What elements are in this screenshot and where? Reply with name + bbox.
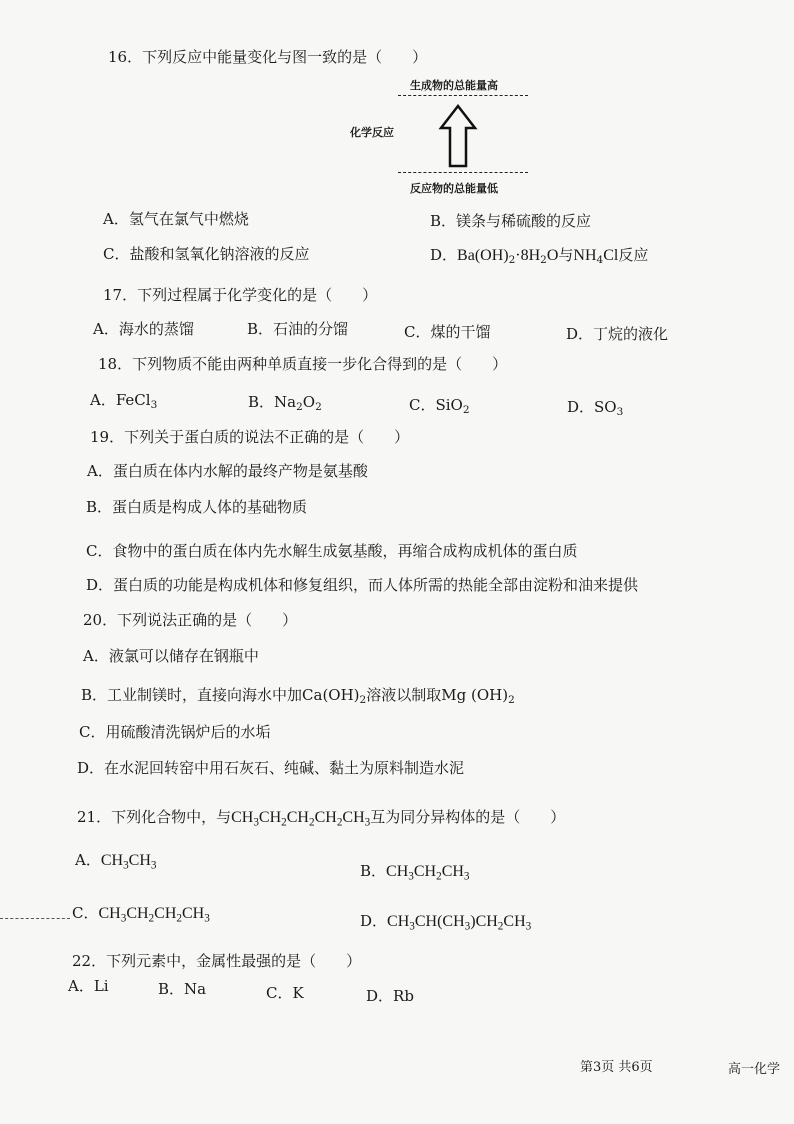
- q22-option-a: A．Li: [68, 977, 109, 995]
- q22-option-d: D．Rb: [366, 987, 414, 1005]
- q22-option-c: C．K: [266, 984, 304, 1002]
- q16-option-a: A．氢气在氯气中燃烧: [103, 210, 249, 228]
- q22-option-b: B．Na: [158, 980, 207, 998]
- q16-option-b: B．镁条与稀硫酸的反应: [430, 212, 592, 230]
- question-17-stem: 17．下列过程属于化学变化的是（ ）: [103, 286, 378, 304]
- q20-option-c: C．用硫酸清洗锅炉后的水垢: [79, 723, 271, 741]
- up-arrow-icon: [438, 104, 478, 168]
- q19-option-d: D．蛋白质的功能是构成机体和修复组织，而人体所需的热能全部由淀粉和油来提供: [86, 576, 639, 594]
- q19-option-c: C．食物中的蛋白质在体内先水解生成氨基酸，再缩合成构成机体的蛋白质: [86, 542, 578, 560]
- q21-stem-formula: $CH_3CH_2CH_2CH_2CH_3$: [231, 809, 371, 829]
- question-19-stem: 19．下列关于蛋白质的说法不正确的是（ ）: [90, 428, 410, 446]
- q20-option-b: B．工业制镁时，直接向海水中加$Ca(OH)_2$溶液以制取Mg $(OH)_2$: [81, 686, 515, 707]
- q21-option-c: C．$CH_3CH_2CH_2CH_3$: [72, 904, 210, 925]
- diagram-side-label: 化学反应: [350, 126, 394, 139]
- scan-margin-line: [0, 918, 70, 919]
- page-number: 第3页 共6页: [580, 1060, 653, 1075]
- diagram-bottom-dashed-line: [398, 172, 528, 173]
- q17-option-c: C．煤的干馏: [404, 323, 491, 341]
- q19-option-b: B．蛋白质是构成人体的基础物质: [86, 498, 308, 516]
- diagram-top-dashed-line: [398, 95, 528, 96]
- q17-option-d: D．丁烷的液化: [566, 325, 669, 343]
- question-16-stem: 16．下列反应中能量变化与图一致的是（ ）: [108, 48, 428, 66]
- question-22-stem: 22．下列元素中，金属性最强的是（ ）: [72, 952, 362, 970]
- q18-option-c: C．SiO$_2$: [409, 396, 470, 417]
- question-18-stem: 18．下列物质不能由两种单质直接一步化合得到的是（ ）: [98, 355, 508, 373]
- q16-option-d: D．$Ba(OH)_2\cdot 8H_2O$与$NH_4Cl$反应: [430, 246, 649, 267]
- q21-option-a: A．$CH_3CH_3$: [75, 851, 157, 872]
- diagram-top-label: 生成物的总能量高: [410, 79, 498, 92]
- q18-option-d: D．$SO_3$: [567, 398, 624, 419]
- subject-label: 高一化学: [728, 1062, 781, 1077]
- diagram-bottom-label: 反应物的总能量低: [410, 182, 498, 195]
- question-21-stem: 21．下列化合物中，与$CH_3CH_2CH_2CH_2CH_3$互为同分异构体的是（ ）: [77, 808, 566, 829]
- question-20-stem: 20．下列说法正确的是（ ）: [83, 611, 298, 629]
- q21-option-b: B．$CH_3CH_2CH_3$: [360, 862, 470, 883]
- q20-option-d: D．在水泥回转窑中用石灰石、纯碱、黏土为原料制造水泥: [77, 759, 465, 777]
- q20-option-a: A．液氯可以储存在钢瓶中: [83, 647, 259, 665]
- q21-option-d: D．$CH_3CH(CH_3)CH_2CH_3$: [360, 912, 532, 933]
- q18-option-a: A．FeCl$_3$: [90, 391, 158, 412]
- q18-option-b: B．$Na_2O_2$: [248, 393, 322, 414]
- q17-option-b: B．石油的分馏: [247, 320, 349, 338]
- q19-option-a: A．蛋白质在体内水解的最终产物是氨基酸: [87, 462, 368, 480]
- q16-option-c: C．盐酸和氢氧化钠溶液的反应: [103, 245, 310, 263]
- q17-option-a: A．海水的蒸馏: [93, 320, 194, 338]
